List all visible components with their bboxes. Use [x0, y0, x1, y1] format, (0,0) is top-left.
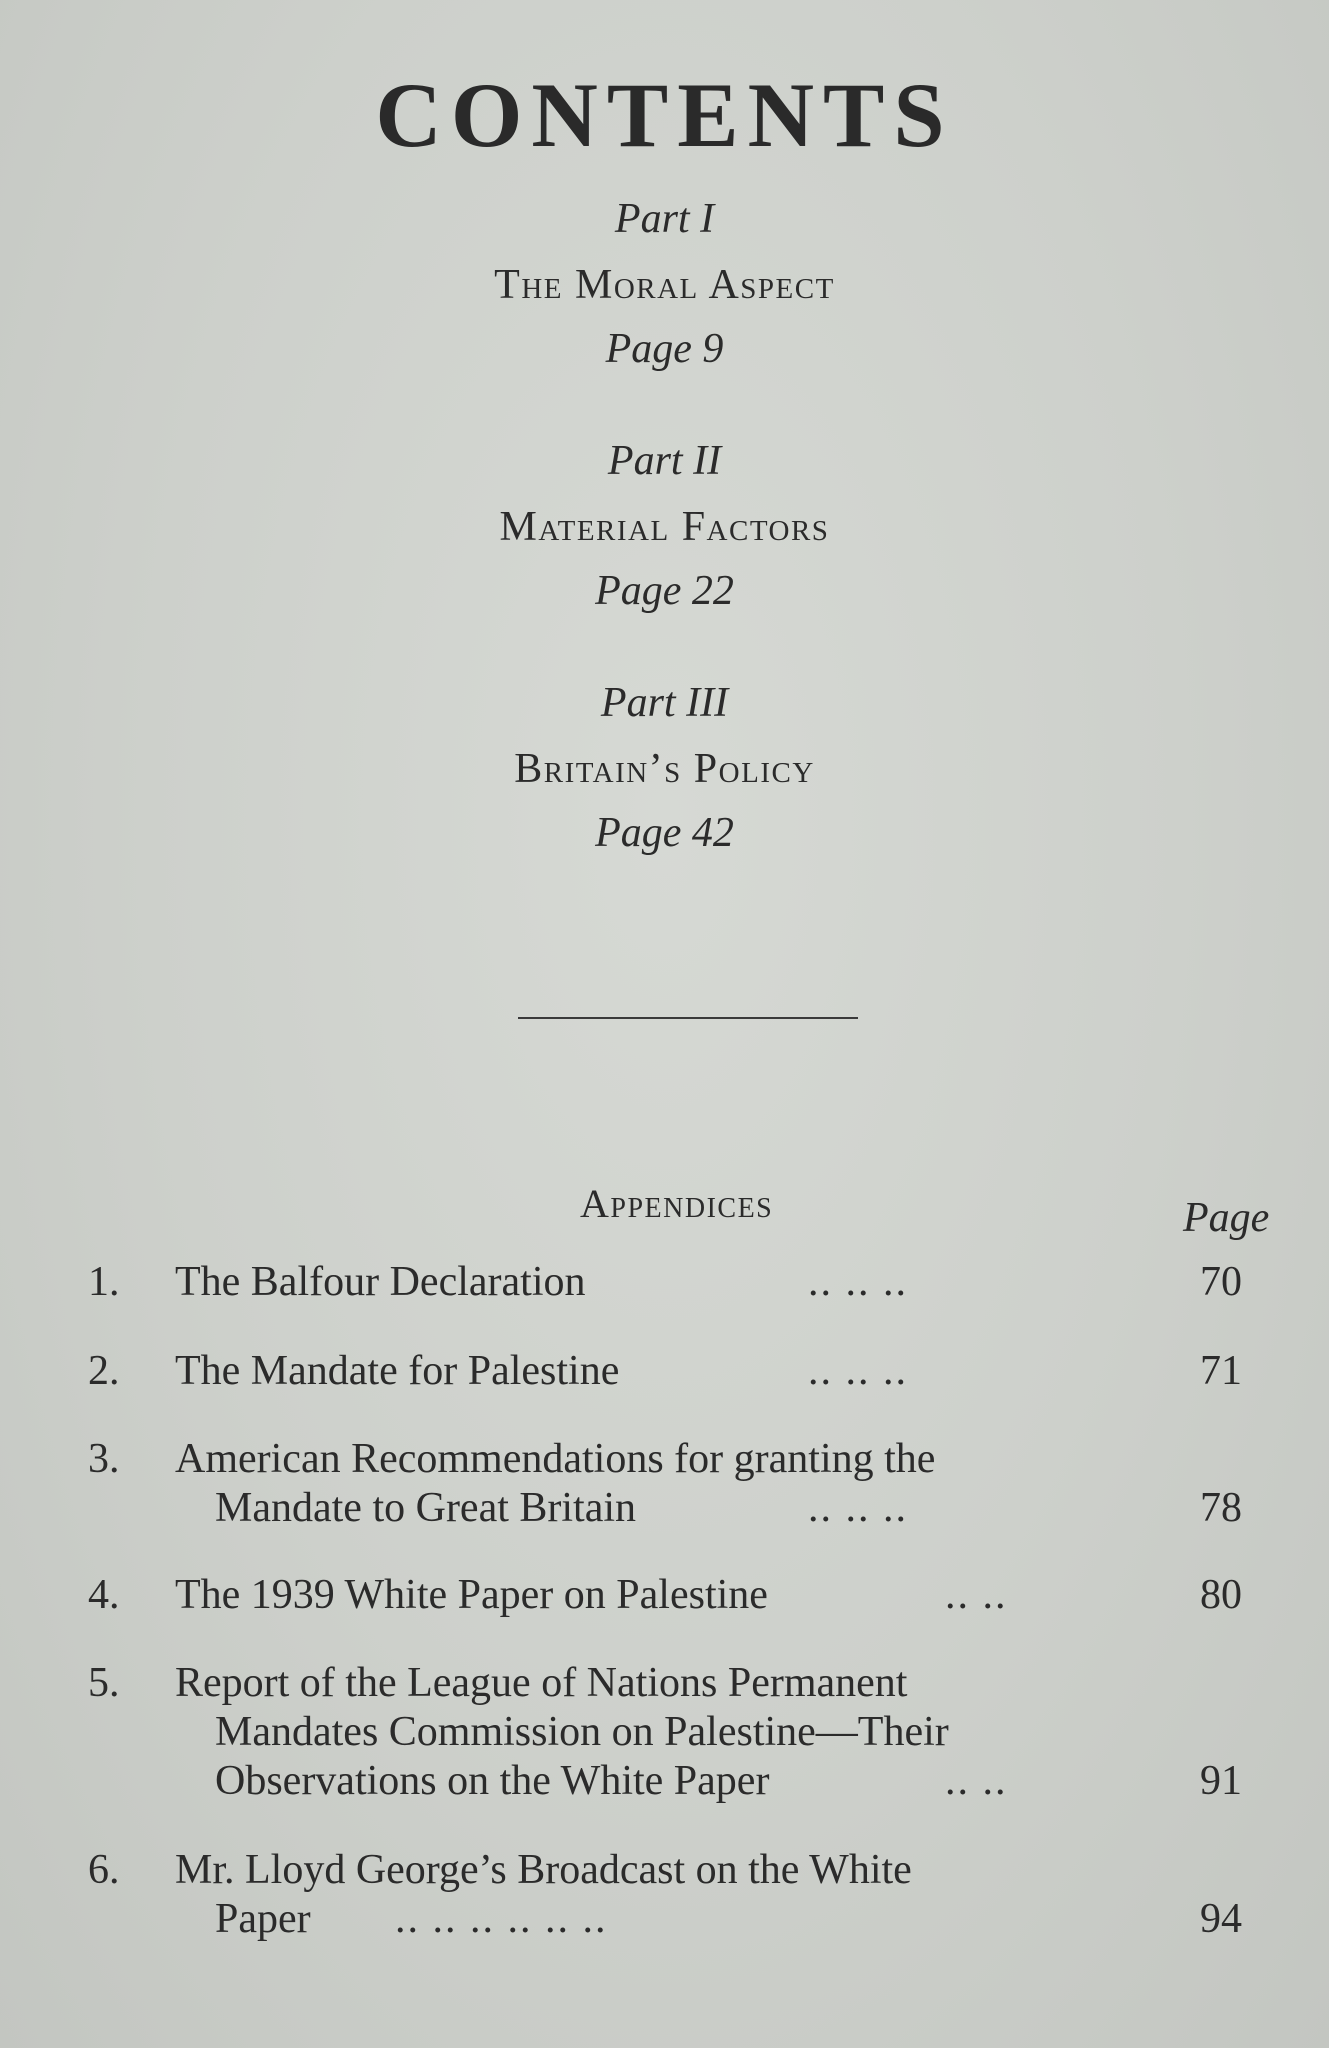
part-3: [0, 679, 1329, 857]
dot-leader: .. .. .. .. .. ..: [395, 1896, 608, 1942]
appendix-number: 5.: [88, 1660, 120, 1706]
part-2-page: Page 22: [595, 568, 734, 614]
page-title: CONTENTS: [375, 64, 954, 166]
appendix-page: 91: [1200, 1758, 1242, 1804]
part-2: [0, 437, 1329, 615]
appendix-title: The 1939 White Paper on Palestine: [175, 1572, 768, 1618]
appendix-title: The Mandate for Palestine: [175, 1348, 620, 1394]
dot-leader: .. .. ..: [808, 1259, 908, 1305]
appendix-title-line: Mr. Lloyd George’s Broadcast on the White: [175, 1847, 912, 1893]
part-3-label: Part III: [600, 680, 729, 726]
part-3-name: Britain’s Policy: [514, 746, 815, 792]
dot-leader: .. ..: [945, 1758, 1008, 1804]
dot-leader: .. .. ..: [808, 1348, 908, 1394]
appendix-title-line: Observations on the White Paper: [215, 1758, 770, 1804]
appendix-page: 80: [1200, 1572, 1242, 1618]
page-column-heading: Page: [1183, 1195, 1270, 1241]
appendix-number: 2.: [88, 1348, 120, 1394]
part-2-name: Material Factors: [499, 504, 830, 550]
appendix-title-line: Report of the League of Nations Permanent: [175, 1660, 908, 1706]
appendix-page: 78: [1200, 1485, 1242, 1531]
dot-leader: .. .. ..: [808, 1485, 908, 1531]
appendix-title-line: American Recommendations for granting the: [175, 1436, 936, 1482]
appendix-number: 6.: [88, 1847, 120, 1893]
part-1-name: The Moral Aspect: [494, 262, 835, 308]
appendix-number: 4.: [88, 1572, 120, 1618]
appendix-page: 71: [1200, 1348, 1242, 1394]
dot-leader: .. ..: [945, 1572, 1008, 1618]
part-1: [0, 195, 1329, 373]
section-divider: [518, 1017, 858, 1019]
appendices-heading: Appendices: [580, 1181, 774, 1226]
appendix-title-line: Mandates Commission on Palestine—Their: [215, 1709, 949, 1755]
appendix-title-line: Mandate to Great Britain: [215, 1485, 637, 1531]
part-3-page: Page 42: [595, 810, 734, 856]
part-2-label: Part II: [607, 438, 722, 484]
appendix-number: 3.: [88, 1436, 120, 1482]
appendix-page: 94: [1200, 1896, 1242, 1942]
appendix-number: 1.: [88, 1259, 120, 1305]
appendix-title-line: Paper: [215, 1896, 311, 1942]
part-1-page: Page 9: [605, 326, 724, 372]
appendix-title: The Balfour Declaration: [175, 1259, 586, 1305]
part-1-label: Part I: [614, 196, 715, 242]
appendix-page: 70: [1200, 1259, 1242, 1305]
